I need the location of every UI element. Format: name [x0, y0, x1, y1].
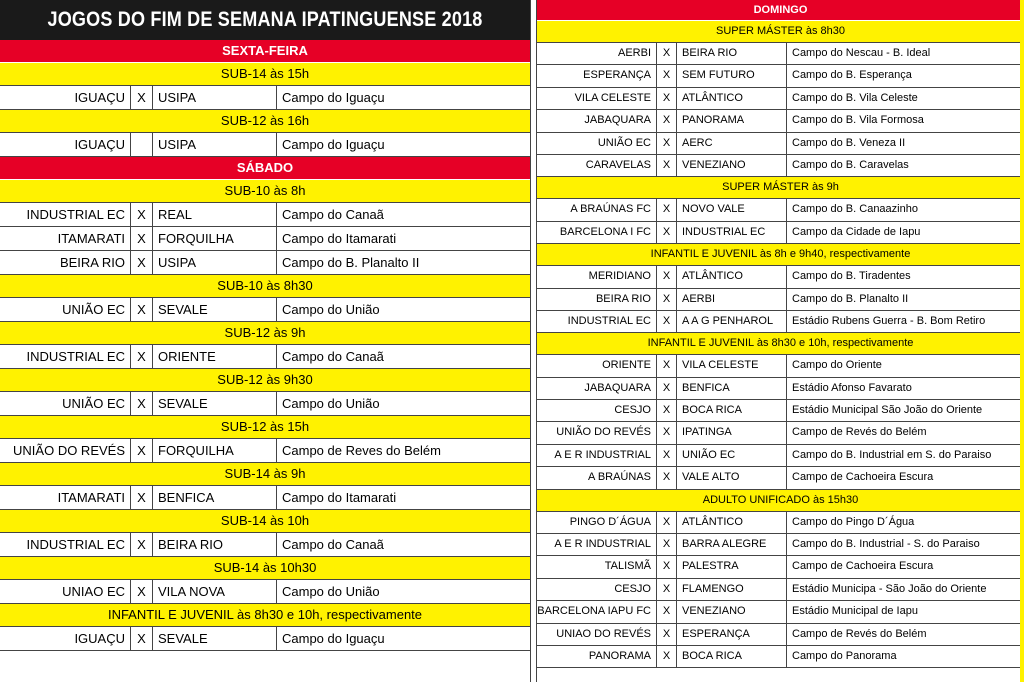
home-team: BARCELONA I FC	[537, 222, 657, 243]
away-team: BOCA RICA	[677, 400, 787, 421]
versus-mark: X	[657, 601, 677, 622]
home-team: ITAMARATI	[0, 227, 131, 250]
table-row	[0, 251, 530, 275]
home-team: UNIÃO EC	[537, 133, 657, 154]
venue: Campo do Canaã	[282, 537, 384, 552]
venue: Estádio Municipal São João do Oriente	[792, 404, 983, 417]
home-team: UNIÃO EC	[0, 392, 131, 415]
venue: Campo do União	[282, 302, 380, 317]
home-team: AERBI	[537, 43, 657, 64]
table-row	[0, 580, 530, 604]
versus-mark: X	[657, 624, 677, 645]
versus-mark: X	[657, 400, 677, 421]
home-team: IGUAÇU	[0, 86, 131, 109]
versus-mark: X	[657, 133, 677, 154]
table-row	[0, 439, 530, 463]
day-header: SÁBADO	[0, 157, 530, 180]
home-team: PANORAMA	[537, 646, 657, 667]
home-team: INDUSTRIAL EC	[0, 203, 131, 226]
versus-mark: X	[131, 627, 153, 650]
versus-mark: X	[131, 533, 153, 556]
category-header: SUB-12 às 9h	[0, 322, 530, 345]
home-team: ITAMARATI	[0, 486, 131, 509]
versus-mark: X	[657, 222, 677, 243]
away-team: USIPA	[153, 251, 277, 274]
table-row	[537, 266, 1024, 288]
versus-mark: X	[657, 311, 677, 332]
table-row	[0, 486, 530, 510]
away-team: A A G PENHAROL	[677, 311, 787, 332]
home-team: A BRAÚNAS FC	[537, 199, 657, 220]
home-team: UNIAO DO REVÉS	[537, 624, 657, 645]
versus-mark: X	[131, 392, 153, 415]
versus-mark: X	[657, 88, 677, 109]
table-row	[0, 533, 530, 557]
right-edge-strip	[1020, 0, 1024, 682]
away-team: SEM FUTURO	[677, 65, 787, 86]
sunday-column	[537, 0, 1024, 668]
category-header: SUB-10 às 8h30	[0, 275, 530, 298]
versus-mark: X	[131, 251, 153, 274]
away-team: VENEZIANO	[677, 155, 787, 176]
category-header: SUB-10 às 8h	[0, 180, 530, 203]
left-schedule	[0, 40, 530, 651]
title-bar	[0, 0, 530, 40]
away-team: FORQUILHA	[153, 227, 277, 250]
away-team: SEVALE	[153, 392, 277, 415]
table-row	[537, 400, 1024, 422]
table-row	[537, 601, 1024, 623]
venue: Campo da Cidade de Iapu	[792, 225, 921, 238]
table-row	[537, 65, 1024, 87]
home-team: UNIÃO EC	[0, 298, 131, 321]
category-header: SUPER MÁSTER às 8h30	[537, 21, 1024, 43]
versus-mark: X	[657, 445, 677, 466]
table-row	[537, 534, 1024, 556]
venue: Campo do Iguaçu	[282, 631, 385, 646]
away-team: ATLÂNTICO	[677, 512, 787, 533]
table-row	[537, 378, 1024, 400]
away-team: VILA NOVA	[153, 580, 277, 603]
versus-mark: X	[657, 646, 677, 667]
versus-mark: X	[657, 43, 677, 64]
venue: Campo do B. Planalto II	[282, 255, 420, 270]
venue: Campo do B. Vila Celeste	[792, 91, 918, 104]
home-team: UNIAO EC	[0, 580, 131, 603]
home-team: UNIÃO DO REVÉS	[537, 422, 657, 443]
home-team: BEIRA RIO	[537, 289, 657, 310]
day-header: SEXTA-FEIRA	[0, 40, 530, 63]
away-team: SEVALE	[153, 298, 277, 321]
away-team: AERBI	[677, 289, 787, 310]
table-row	[537, 110, 1024, 132]
venue: Estádio Municipal de Iapu	[792, 605, 918, 618]
home-team: BEIRA RIO	[0, 251, 131, 274]
venue: Campo de Cachoeira Escura	[792, 471, 934, 484]
versus-mark: X	[657, 155, 677, 176]
away-team: ATLÂNTICO	[677, 88, 787, 109]
away-team: SEVALE	[153, 627, 277, 650]
venue: Campo do Panorama	[792, 649, 897, 662]
table-row	[0, 298, 530, 322]
versus-mark: X	[657, 355, 677, 376]
venue: Campo do B. Esperança	[792, 69, 912, 82]
venue: Campo do Iguaçu	[282, 137, 385, 152]
table-row	[0, 227, 530, 251]
home-team: BARCELONA IAPU FC	[537, 601, 657, 622]
right-schedule	[537, 0, 1024, 668]
category-header: SUB-14 às 10h	[0, 510, 530, 533]
table-row	[0, 627, 530, 651]
table-row	[537, 646, 1024, 668]
versus-mark: X	[657, 110, 677, 131]
table-row	[537, 88, 1024, 110]
versus-mark: X	[657, 579, 677, 600]
venue: Campo do Iguaçu	[282, 90, 385, 105]
away-team: BENFICA	[677, 378, 787, 399]
venue: Campo de Revés do Belém	[792, 627, 927, 640]
away-team: BARRA ALEGRE	[677, 534, 787, 555]
table-row	[537, 155, 1024, 177]
venue: Campo de Revés do Belém	[792, 426, 927, 439]
venue: Campo de Cachoeira Escura	[792, 560, 934, 573]
away-team: USIPA	[153, 133, 277, 156]
home-team: A BRAÚNAS	[537, 467, 657, 488]
away-team: BEIRA RIO	[153, 533, 277, 556]
venue: Campo do B. Tiradentes	[792, 270, 911, 283]
table-row	[0, 203, 530, 227]
home-team: A E R INDUSTRIAL	[537, 534, 657, 555]
home-team: VILA CELESTE	[537, 88, 657, 109]
home-team: INDUSTRIAL EC	[537, 311, 657, 332]
table-row	[537, 355, 1024, 377]
venue: Campo do Nescau - B. Ideal	[792, 47, 931, 59]
page-title: JOGOS DO FIM DE SEMANA IPATINGUENSE 2018	[37, 0, 493, 40]
versus-mark: X	[657, 512, 677, 533]
versus-mark: X	[131, 203, 153, 226]
table-row	[537, 289, 1024, 311]
venue: Campo do B. Caravelas	[792, 158, 909, 171]
home-team: A E R INDUSTRIAL	[537, 445, 657, 466]
venue: Campo do Itamarati	[282, 490, 397, 505]
table-row	[537, 467, 1024, 489]
venue: Campo do B. Canaazinho	[792, 203, 918, 216]
venue: Campo do Canaã	[282, 207, 384, 222]
table-row	[0, 133, 530, 157]
home-team: TALISMÃ	[537, 556, 657, 577]
away-team: INDUSTRIAL EC	[677, 222, 787, 243]
home-team: INDUSTRIAL EC	[0, 345, 131, 368]
table-row	[537, 311, 1024, 333]
away-team: BENFICA	[153, 486, 277, 509]
venue: Estádio Municipa - São João do Oriente	[792, 582, 987, 595]
versus-mark: X	[657, 467, 677, 488]
home-team: IGUAÇU	[0, 627, 131, 650]
venue: Campo do União	[282, 584, 380, 599]
table-row	[0, 392, 530, 416]
table-row	[537, 199, 1024, 221]
venue: Campo de Reves do Belém	[282, 443, 441, 458]
versus-mark: X	[657, 422, 677, 443]
category-header: ADULTO UNIFICADO às 15h30	[537, 490, 1024, 512]
home-team: IGUAÇU	[0, 133, 131, 156]
table-row	[537, 43, 1024, 65]
away-team: PANORAMA	[677, 110, 787, 131]
venue: Campo do B. Industrial em S. do Paraiso	[792, 448, 992, 461]
category-header: INFANTIL E JUVENIL às 8h30 e 10h, respectivamente	[537, 333, 1024, 355]
column-divider	[530, 0, 537, 682]
home-team: PINGO D´ÁGUA	[537, 512, 657, 533]
venue: Estádio Rubens Guerra - B. Bom Retiro	[792, 314, 986, 327]
table-row	[537, 222, 1024, 244]
away-team: REAL	[153, 203, 277, 226]
home-team: CESJO	[537, 579, 657, 600]
home-team: UNIÃO DO REVÉS	[0, 439, 131, 462]
table-row	[537, 512, 1024, 534]
versus-mark: X	[131, 580, 153, 603]
away-team: ORIENTE	[153, 345, 277, 368]
table-row	[537, 133, 1024, 155]
venue: Campo do Itamarati	[282, 231, 397, 246]
category-header: SUB-12 às 15h	[0, 416, 530, 439]
venue: Campo do B. Industrial - S. do Paraiso	[792, 538, 980, 551]
versus-mark: X	[131, 227, 153, 250]
away-team: VILA CELESTE	[677, 355, 787, 376]
home-team: ORIENTE	[537, 355, 657, 376]
away-team: VENEZIANO	[677, 601, 787, 622]
versus-mark: X	[657, 556, 677, 577]
saturday-friday-column	[0, 0, 530, 651]
away-team: NOVO VALE	[677, 199, 787, 220]
versus-mark: X	[657, 199, 677, 220]
home-team: INDUSTRIAL EC	[0, 533, 131, 556]
table-row	[537, 556, 1024, 578]
home-team: ESPERANÇA	[537, 65, 657, 86]
away-team: IPATINGA	[677, 422, 787, 443]
table-row	[0, 86, 530, 110]
category-header: SUB-12 às 9h30	[0, 369, 530, 392]
table-row	[537, 422, 1024, 444]
venue: Campo do União	[282, 396, 380, 411]
category-header: INFANTIL E JUVENIL às 8h e 9h40, respectivamente	[537, 244, 1024, 266]
category-header: SUB-12 às 16h	[0, 110, 530, 133]
versus-mark: X	[131, 345, 153, 368]
away-team: BOCA RICA	[677, 646, 787, 667]
home-team: MERIDIANO	[537, 266, 657, 287]
venue: Campo do Oriente	[792, 359, 882, 372]
versus-mark: X	[131, 86, 153, 109]
venue: Campo do Canaã	[282, 349, 384, 364]
venue: Campo do B. Vila Formosa	[792, 114, 924, 127]
category-header: SUB-14 às 9h	[0, 463, 530, 486]
venue: Campo do B. Veneza II	[792, 136, 906, 149]
venue: Campo do Pingo D´Água	[792, 515, 915, 528]
versus-mark: X	[657, 266, 677, 287]
table-row	[537, 624, 1024, 646]
category-header: INFANTIL E JUVENIL às 8h30 e 10h, respectivamente	[0, 604, 530, 627]
away-team: ATLÂNTICO	[677, 266, 787, 287]
versus-mark: X	[657, 378, 677, 399]
away-team: FORQUILHA	[153, 439, 277, 462]
away-team: BEIRA RIO	[677, 43, 787, 64]
home-team: CARAVELAS	[537, 155, 657, 176]
away-team: VALE ALTO	[677, 467, 787, 488]
home-team: JABAQUARA	[537, 378, 657, 399]
away-team: PALESTRA	[677, 556, 787, 577]
home-team: CESJO	[537, 400, 657, 421]
versus-mark: X	[657, 289, 677, 310]
away-team: USIPA	[153, 86, 277, 109]
category-header: SUB-14 às 10h30	[0, 557, 530, 580]
category-header: SUPER MÁSTER às 9h	[537, 177, 1024, 199]
away-team: ESPERANÇA	[677, 624, 787, 645]
table-row	[537, 579, 1024, 601]
table-row	[537, 445, 1024, 467]
venue: Campo do B. Planalto II	[792, 292, 909, 305]
versus-mark	[131, 133, 153, 156]
versus-mark: X	[657, 534, 677, 555]
away-team: FLAMENGO	[677, 579, 787, 600]
table-row	[0, 345, 530, 369]
away-team: AERC	[677, 133, 787, 154]
versus-mark: X	[657, 65, 677, 86]
versus-mark: X	[131, 439, 153, 462]
versus-mark: X	[131, 298, 153, 321]
away-team: UNIÃO EC	[677, 445, 787, 466]
day-header: DOMINGO	[537, 0, 1024, 21]
versus-mark: X	[131, 486, 153, 509]
category-header: SUB-14 às 15h	[0, 63, 530, 86]
home-team: JABAQUARA	[537, 110, 657, 131]
venue: Estádio Afonso Favarato	[792, 381, 912, 394]
